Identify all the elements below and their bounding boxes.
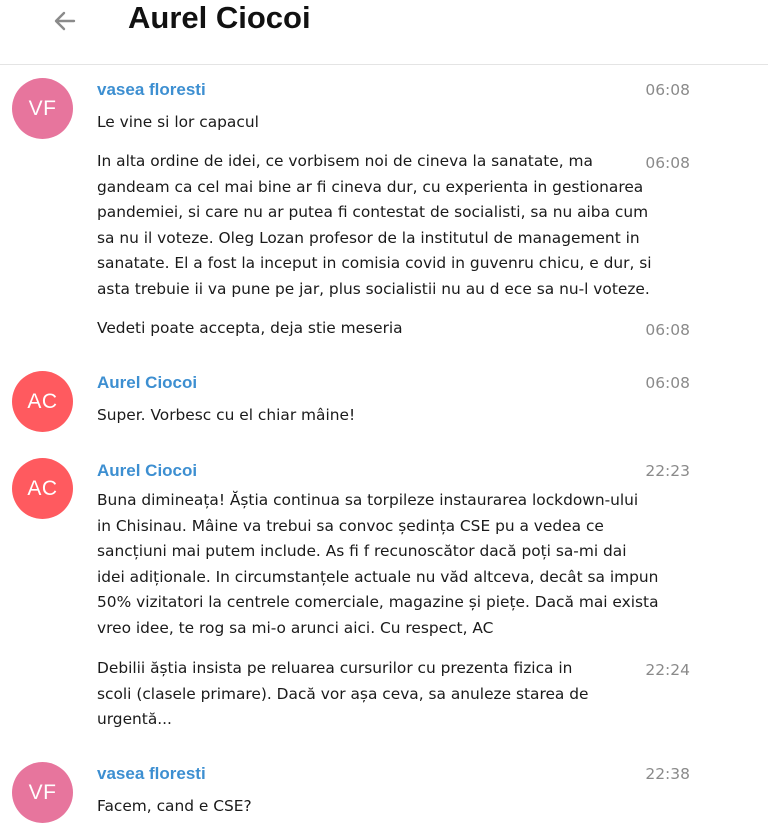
- avatar[interactable]: VF: [12, 762, 73, 823]
- chat-title: Aurel Ciocoi: [128, 0, 311, 35]
- message-text: Buna dimineața! Ăștia continua sa torpileze instaurarea lockdown-ului in Chisinau. Mâine va trebui sa convoc ședința CSE pu a vedea ce sancțiuni mai putem include. As fi f recunoscător dacă poți sa-mi dai idei adiționale. In circumstanțele actuale nu văd altceva, decât sa impun 50% vizitatori la centrele comerciale, magazine și piețe. Dacă mai exista vreo idee, te rog sa mi-o arunci aici. Cu respect, AC: [97, 491, 659, 637]
- avatar[interactable]: AC: [12, 371, 73, 432]
- back-arrow-icon[interactable]: [50, 6, 80, 36]
- avatar[interactable]: AC: [12, 458, 73, 519]
- message-time: 06:08: [645, 374, 690, 392]
- sender-name[interactable]: Aurel Ciocoi: [97, 461, 198, 480]
- message-text: Super. Vorbesc cu el chiar mâine!: [97, 406, 356, 424]
- message-time: 06:08: [645, 321, 690, 339]
- message-text: Facem, cand e CSE?: [97, 797, 252, 815]
- message-time: 22:24: [645, 661, 690, 679]
- avatar[interactable]: VF: [12, 78, 73, 139]
- message-time: 06:08: [645, 81, 690, 99]
- chat-header: [0, 0, 768, 65]
- message-text: Debilii ăștia insista pe reluarea cursurilor cu prezenta fizica in scoli (clasele primare). Dacă vor așa ceva, sa anuleze starea de urgentă...: [97, 659, 589, 728]
- message-time: 22:38: [645, 765, 690, 783]
- message-text: Le vine si lor capacul: [97, 113, 259, 131]
- sender-name[interactable]: Aurel Ciocoi: [97, 373, 198, 392]
- sender-name[interactable]: vasea floresti: [97, 764, 206, 783]
- message-time: 06:08: [645, 154, 690, 172]
- message-text: Vedeti poate accepta, deja stie meseria: [97, 319, 403, 337]
- message-time: 22:23: [645, 462, 690, 480]
- message-text: In alta ordine de idei, ce vorbisem noi de cineva la sanatate, ma gandeam ca cel mai bine ar fi cineva dur, cu experienta in gestionarea pandemiei, si care nu ar putea fi contestat de socialisti, sa nu aiba cum sa nu il voteze. Oleg Lozan profesor de la institutul de management in sanatate. El a fost la inceput in comisia covid in guvenru chicu, e dur, si asta trebuie ii va pune pe jar, plus socialistii nu au d ece sa nu-l voteze.: [97, 152, 652, 298]
- sender-name[interactable]: vasea floresti: [97, 80, 206, 99]
